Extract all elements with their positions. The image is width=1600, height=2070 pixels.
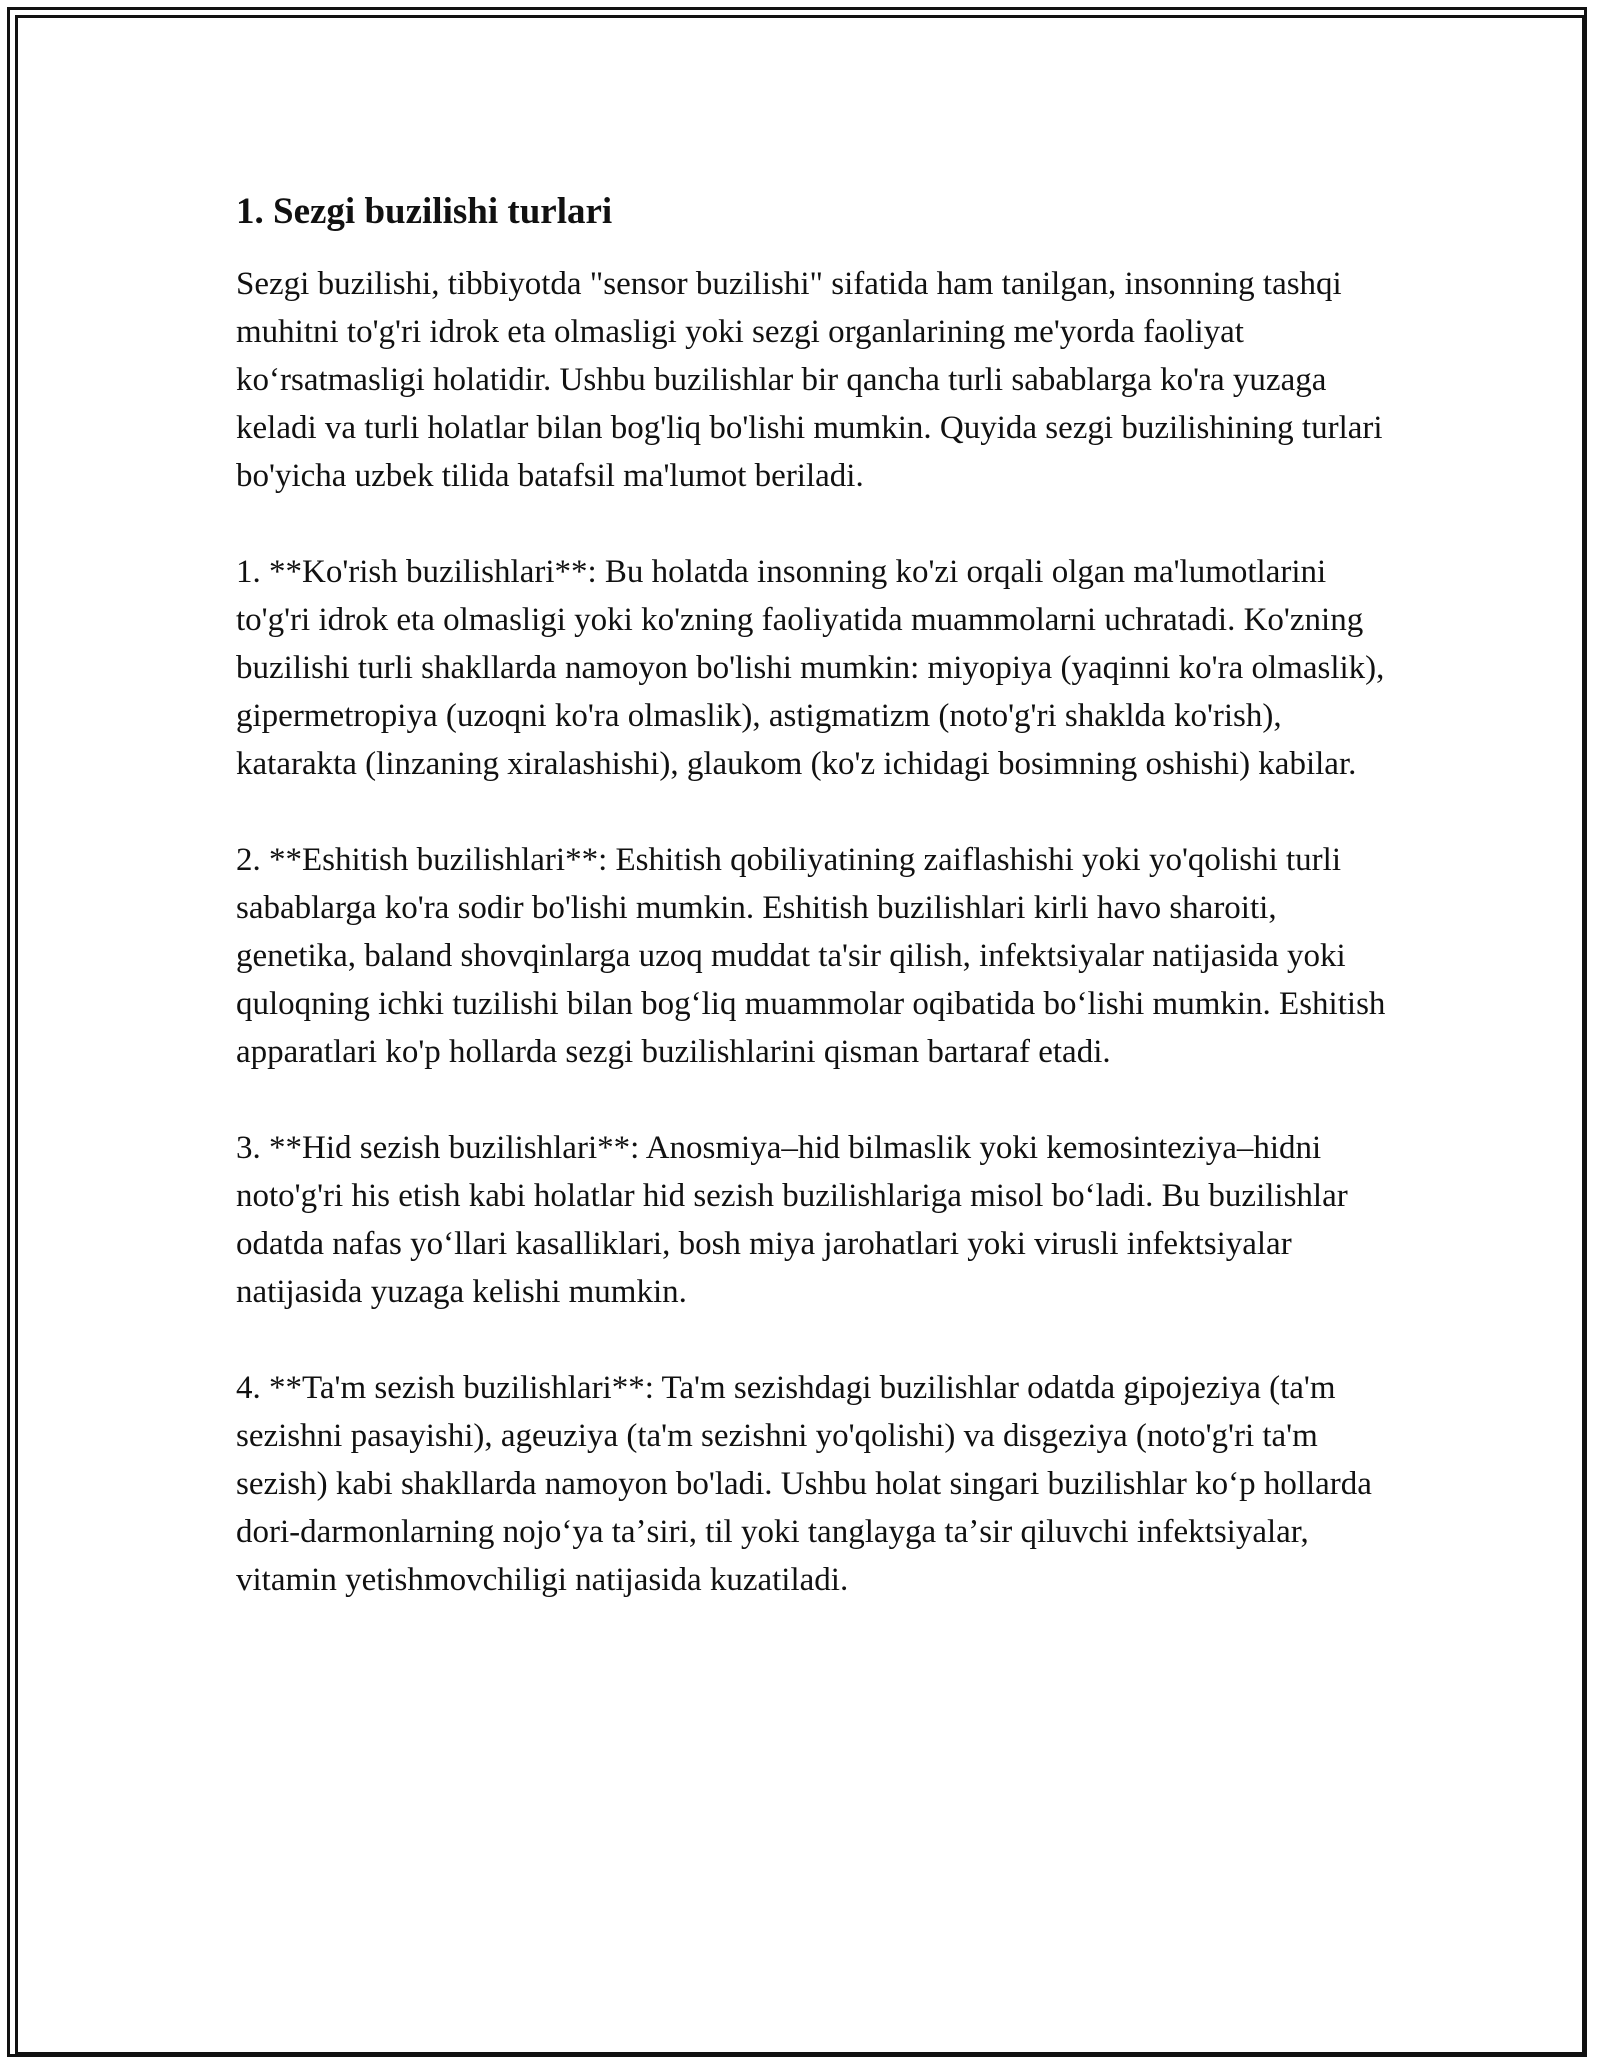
- paragraph-vision-disorders: 1. **Ko'rish buzilishlari**: Bu holatda insonning ko'zi orqali olgan ma'lumotlarini to'g'ri idrok eta olmasligi yoki ko'zning faoliyatida muammolarni uchratadi. Ko'zning buzilishi turli shakllarda namoyon bo'lishi mumkin: miyopiya (yaqinni ko'ra olmaslik), gipermetropiya (uzoqni ko'ra olmaslik), astigmatizm (noto'g'ri shaklda ko'rish), katarakta (linzaning xiralashishi), glaukom (ko'z ichidagi bosimning oshishi) kabilar.: [236, 554, 1385, 782]
- paragraph-smell-disorders: 3. **Hid sezish buzilishlari**: Anosmiya–hid bilmaslik yoki kemosinteziya–hidni noto'g'ri his etish kabi holatlar hid sezish buzilishlariga misol boʻladi. Bu buzilishlar odatda nafas yoʻllari kasalliklari, bosh miya jarohatlari yoki virusli infektsiyalar natijasida yuzaga kelishi mumkin.: [236, 1130, 1348, 1310]
- document-body: [236, 186, 1386, 1652]
- intro-paragraph: Sezgi buzilishi, tibbiyotda "sensor buzilishi" sifatida ham tanilgan, insonning tashqi muhitni to'g'ri idrok eta olmasligi yoki sezgi organlarining me'yorda faoliyat koʻrsatmasligi holatidir. Ushbu buzilishlar bir qancha turli sabablarga ko'ra yuzaga keladi va turli holatlar bilan bog'liq bo'lishi mumkin. Quyida sezgi buzilishining turlari bo'yicha uzbek tilida batafsil ma'lumot beriladi.: [236, 266, 1383, 494]
- section-heading: 1. Sezgi buzilishi turlari: [236, 191, 613, 232]
- paragraph-taste-disorders: 4. **Ta'm sezish buzilishlari**: Ta'm sezishdagi buzilishlar odatda gipojeziya (ta'm sezishni pasayishi), ageuziya (ta'm sezishni yo'qolishi) va disgeziya (noto'g'ri ta'm sezish) kabi shakllarda namoyon bo'ladi. Ushbu holat singari buzilishlar koʻp hollarda dori-darmonlarning nojoʻya taʼsiri, til yoki tanglayga taʼsir qiluvchi infektsiyalar, vitamin yetishmovchiligi natijasida kuzatiladi.: [236, 1370, 1372, 1598]
- paragraph-hearing-disorders: 2. **Eshitish buzilishlari**: Eshitish qobiliyatining zaiflashishi yoki yo'qolishi turli sabablarga ko'ra sodir bo'lishi mumkin. Eshitish buzilishlari kirli havo sharoiti, genetika, baland shovqinlarga uzoq muddat ta'sir qilish, infektsiyalar natijasida yoki quloqning ichki tuzilishi bilan bogʻliq muammolar oqibatida boʻlishi mumkin. Eshitish apparatlari ko'p hollarda sezgi buzilishlarini qisman bartaraf etadi.: [236, 842, 1386, 1070]
